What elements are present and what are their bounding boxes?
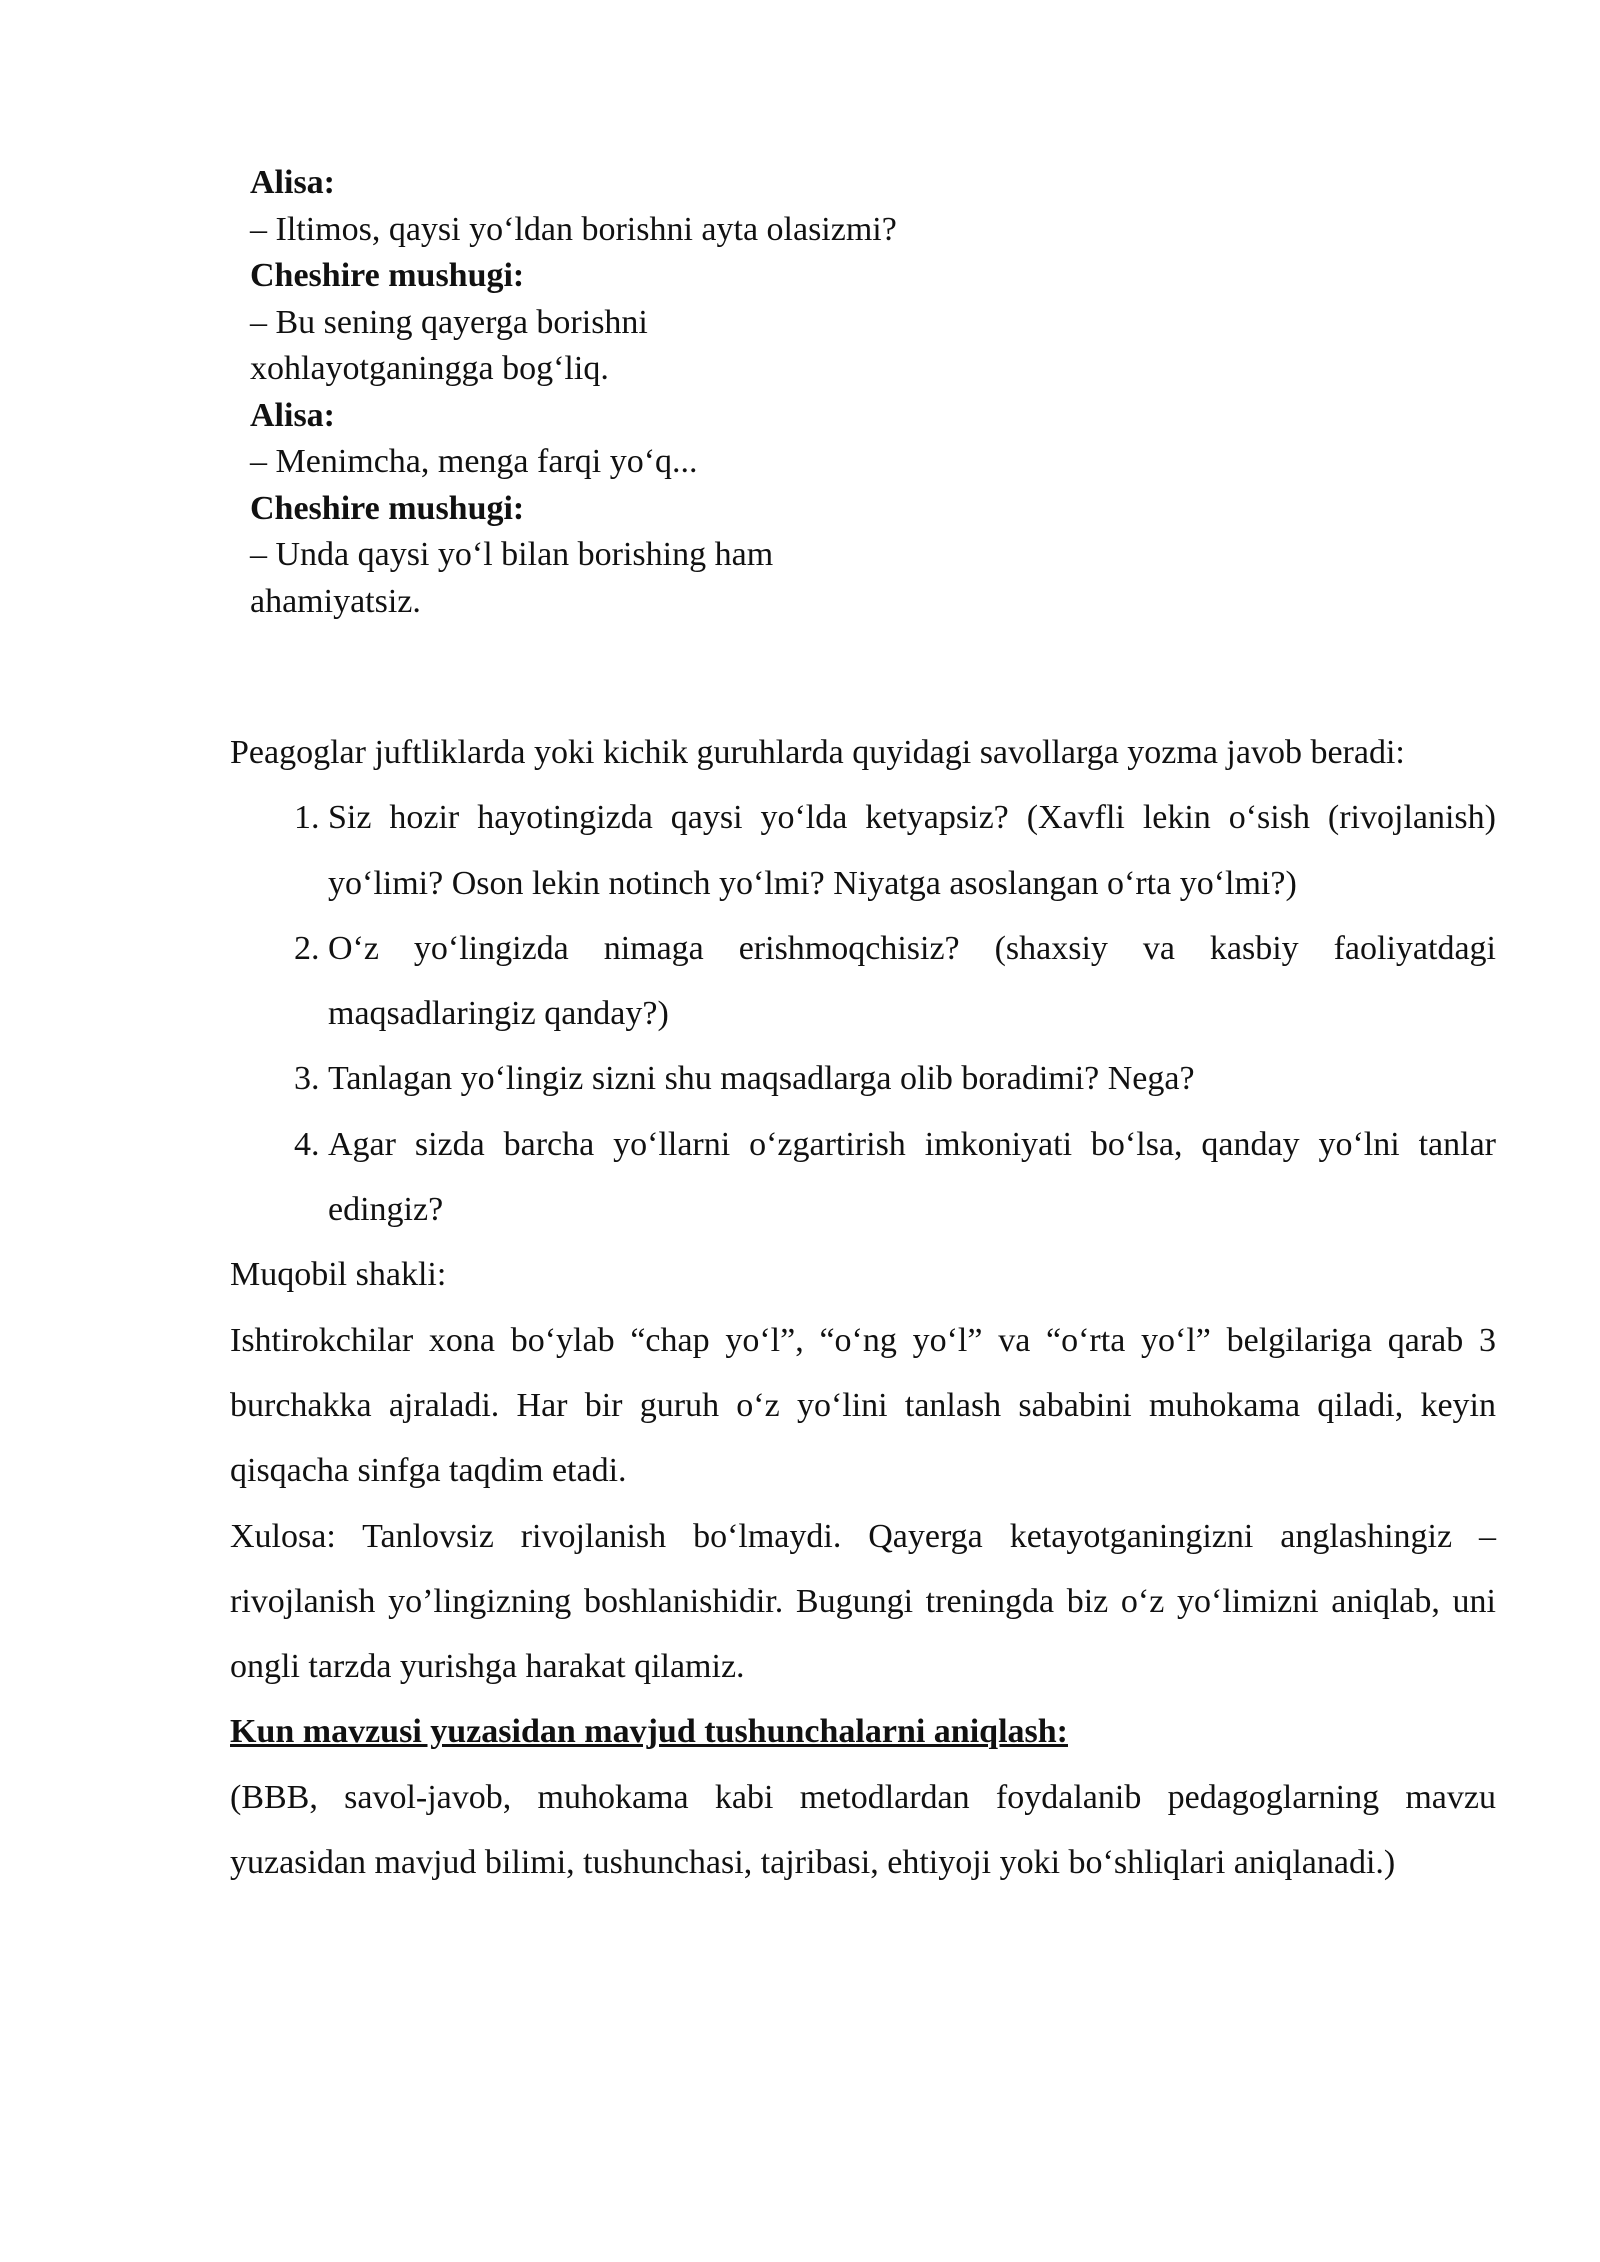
dialogue-line: – Unda qaysi yo‘l bilan borishing ham ahamiyatsiz. bbox=[250, 536, 774, 620]
dialogue-speaker: Alisa: bbox=[250, 164, 335, 201]
intro-paragraph: Peagoglar juftliklarda yoki kichik guruhlarda quyidagi savollarga yozma javob beradi: bbox=[230, 734, 1405, 771]
dialogue-line: – Iltimos, qaysi yo‘ldan borishni ayta olasizmi? bbox=[250, 210, 897, 248]
section-paragraph: (BBB, savol-javob, muhokama kabi metodlardan foydalanib pedagoglarning mavzu yuzasidan mavjud bilimi, tushunchasi, tajribasi, ehtiyoji yoki bo‘shliqlari aniqlanadi.) bbox=[230, 1778, 1496, 1882]
dialogue-block bbox=[250, 160, 950, 625]
alt-form-paragraph: Ishtirokchilar xona bo‘ylab “chap yo‘l”, “o‘ng yo‘l” va “o‘rta yo‘l” belgilariga qarab 3 burchakka ajraladi. Har bir guruh o‘z yo‘lini tanlash sababini muhokama qiladi, keyin qisqacha sinfga taqdim etadi. bbox=[230, 1321, 1496, 1490]
question-item: 1. Siz hozir hayotingizda qaysi yo‘lda ketyapsiz? (Xavfli lekin o‘sish (rivojlanish) yo‘limi? Oson lekin notinch yo‘lmi? Niyatga asoslangan o‘rta yo‘lmi?) bbox=[328, 785, 1496, 916]
question-item: 4. Agar sizda barcha yo‘llarni o‘zgartirish imkoniyati bo‘lsa, qanday yo‘lni tanlar edingiz? bbox=[328, 1112, 1496, 1243]
main-text bbox=[230, 720, 1496, 1895]
dialogue-speaker: Cheshire mushugi: bbox=[250, 489, 525, 527]
dialogue-line: – Menimcha, menga farqi yo‘q... bbox=[250, 443, 698, 480]
question-list bbox=[230, 785, 1496, 1242]
dialogue-line: – Bu sening qayerga borishni xohlayotganingga bog‘liq. bbox=[250, 303, 648, 387]
dialogue-speaker: Alisa: bbox=[250, 396, 335, 434]
dialogue-speaker: Cheshire mushugi: bbox=[250, 257, 525, 294]
section-heading: Kun mavzusi yuzasidan mavjud tushunchalarni aniqlash: bbox=[230, 1713, 1068, 1751]
alt-form-label: Muqobil shakli: bbox=[230, 1256, 447, 1294]
question-item: 3. Tanlagan yo‘lingiz sizni shu maqsadlarga olib boradimi? Nega? bbox=[328, 1046, 1496, 1111]
question-item: 2. O‘z yo‘lingizda nimaga erishmoqchisiz? (shaxsiy va kasbiy faoliyatdagi maqsadlaringiz qanday?) bbox=[328, 916, 1496, 1047]
conclusion-paragraph: Xulosa: Tanlovsiz rivojlanish bo‘lmaydi. Qayerga ketayotganingizni anglashingiz – rivojlanish yo’lingizning boshlanishidir. Bugungi treningda biz o‘z yo‘limizni aniqlab, uni ongli tarzda yurishga harakat qilamiz. bbox=[230, 1517, 1496, 1686]
